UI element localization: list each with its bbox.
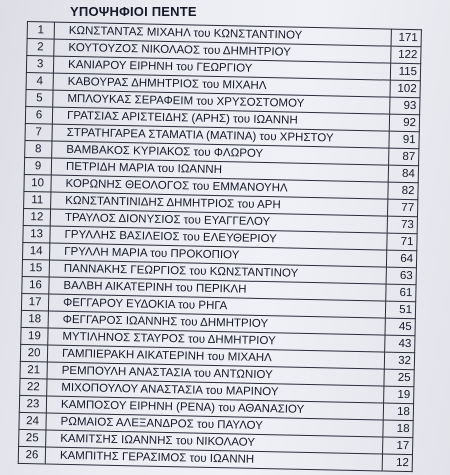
candidate-number: 17 xyxy=(21,293,48,311)
candidate-number: 24 xyxy=(19,412,46,430)
candidate-votes: 93 xyxy=(390,97,420,115)
candidate-votes: 84 xyxy=(388,165,418,183)
candidate-votes: 115 xyxy=(390,63,420,81)
candidate-name: ΓΑΜΠΙΕΡΑΚΗ ΑΙΚΑΤΕΡΙΝΗ του ΜΙΧΑΗΛ xyxy=(47,345,384,369)
candidate-number: 5 xyxy=(26,89,53,107)
candidate-name: ΓΡΑΤΣΙΑΣ ΑΡΙΣΤΕΙΔΗΣ (ΑΡΗΣ) του ΙΩΑΝΝΗ xyxy=(52,107,389,131)
candidate-name: ΚΩΝΣΤΑΝΤΑΣ ΜΙΧΑΗΛ του ΚΩΝΣΤΑΝΤΙΝΟΥ xyxy=(54,22,391,46)
candidate-votes: 17 xyxy=(383,437,413,455)
candidate-name: ΚΟΡΩΝΗΣ ΘΕΟΛΟΓΟΣ του ΕΜΜΑΝΟΥΗΛ xyxy=(51,175,388,199)
candidate-name: ΡΕΜΠΟΥΛΗ ΑΝΑΣΤΑΣΙΑ του ΑΝΤΩΝΙΟΥ xyxy=(47,362,384,386)
candidate-name: ΒΑΜΒΑΚΟΣ ΚΥΡΙΑΚΟΣ του ΦΛΩΡΟΥ xyxy=(52,141,389,165)
candidate-votes: 63 xyxy=(386,267,416,285)
candidate-number: 6 xyxy=(25,106,52,124)
candidate-name: ΜΙΧΟΠΟΥΛΟΥ ΑΝΑΣΤΑΣΙΑ του ΜΑΡΙΝΟΥ xyxy=(47,379,384,403)
candidate-number: 15 xyxy=(22,259,49,277)
candidate-votes: 51 xyxy=(385,301,415,319)
candidate-number: 25 xyxy=(19,429,46,447)
candidate-votes: 43 xyxy=(385,335,415,353)
candidate-name: ΚΑΝΙΑΡΟΥ ΕΙΡΗΝΗ του ΓΕΩΡΓΙΟΥ xyxy=(53,56,390,80)
candidate-name: ΡΩΜΑΙΟΣ ΑΛΕΞΑΝΔΡΟΣ του ΠΑΥΛΟΥ xyxy=(46,413,383,437)
candidate-name: ΜΥΤΙΛΗΝΟΣ ΣΤΑΥΡΟΣ του ΔΗΜΗΤΡΙΟΥ xyxy=(48,328,385,352)
candidate-number: 4 xyxy=(26,72,53,90)
candidate-name: ΣΤΡΑΤΗΓΑΡΕΑ ΣΤΑΜΑΤΙΑ (ΜΑΤΙΝΑ) του ΧΡΗΣΤΟΥ xyxy=(52,124,389,148)
candidates-table xyxy=(18,21,422,472)
candidate-number: 9 xyxy=(24,157,51,175)
candidate-name: ΚΑΜΠΟΣΟΥ ΕΙΡΗΝΗ (ΡΕΝΑ) του ΑΘΑΝΑΣΙΟΥ xyxy=(46,396,383,420)
candidate-number: 21 xyxy=(20,361,47,379)
candidate-name: ΠΕΤΡΙΔΗ ΜΑΡΙΑ του ΙΩΑΝΝΗ xyxy=(51,158,388,182)
candidate-name: ΜΠΛΟΥΚΑΣ ΣΕΡΑΦΕΙΜ του ΧΡΥΣΟΣΤΟΜΟΥ xyxy=(53,90,390,114)
candidate-votes: 18 xyxy=(383,420,413,438)
candidate-votes: 73 xyxy=(387,216,417,234)
candidate-votes: 102 xyxy=(390,80,420,98)
candidate-name: ΚΑΒΟΥΡΑΣ ΔΗΜΗΤΡΙΟΣ του ΜΙΧΑΗΛ xyxy=(53,73,390,97)
candidate-name: ΦΕΓΓΑΡΟΣ ΙΩΑΝΝΗΣ του ΔΗΜΗΤΡΙΟΥ xyxy=(48,311,385,335)
candidate-number: 2 xyxy=(27,39,54,57)
candidate-name: ΤΡΑΥΛΟΣ ΔΙΟΝΥΣΙΟΣ του ΕΥΑΓΓΕΛΟΥ xyxy=(50,209,387,233)
candidate-number: 19 xyxy=(21,327,48,345)
candidate-number: 20 xyxy=(20,344,47,362)
candidate-votes: 87 xyxy=(389,148,419,166)
candidate-number: 10 xyxy=(24,174,51,192)
candidate-votes: 92 xyxy=(389,114,419,132)
candidate-number: 12 xyxy=(23,208,50,226)
candidate-name: ΚΑΜΠΙΤΗΣ ΓΕΡΑΣΙΜΟΣ του ΙΩΑΝΝΗ xyxy=(45,447,382,471)
candidate-votes: 91 xyxy=(389,131,419,149)
candidate-name: ΒΑΛΒΗ ΑΙΚΑΤΕΡΙΝΗ του ΠΕΡΙΚΛΗ xyxy=(49,277,386,301)
candidate-number: 23 xyxy=(19,395,46,413)
candidate-votes: 25 xyxy=(384,369,414,387)
candidate-name: ΚΑΜΙΤΣΗΣ ΙΩΑΝΝΗΣ του ΝΙΚΟΛΑΟΥ xyxy=(46,430,383,454)
candidate-number: 11 xyxy=(24,191,51,209)
candidate-name: ΦΕΓΓΑΡΟΥ ΕΥΔΟΚΙΑ του ΡΗΓΑ xyxy=(48,294,385,318)
candidate-number: 22 xyxy=(20,378,47,396)
candidate-number: 14 xyxy=(23,242,50,260)
candidate-votes: 18 xyxy=(383,403,413,421)
candidate-votes: 71 xyxy=(387,233,417,251)
candidate-number: 1 xyxy=(27,22,54,40)
candidate-number: 7 xyxy=(25,123,52,141)
candidate-name: ΚΩΝΣΤΑΝΤΙΝΙΔΗΣ ΔΗΜΗΤΡΙΟΣ του ΑΡΗ xyxy=(51,192,388,216)
candidate-number: 3 xyxy=(26,56,53,74)
candidate-number: 8 xyxy=(25,140,52,158)
candidate-votes: 19 xyxy=(384,386,414,404)
candidate-name: ΓΡΥΛΛΗ ΜΑΡΙΑ του ΠΡΟΚΟΠΙΟΥ xyxy=(49,243,386,267)
candidate-votes: 32 xyxy=(384,352,414,370)
candidate-name: ΠΑΝΝΑΚΗΣ ΓΕΩΡΓΙΟΣ του ΚΩΝΣΤΑΝΤΙΝΟΥ xyxy=(49,260,386,284)
candidate-votes: 12 xyxy=(382,454,412,472)
candidate-votes: 77 xyxy=(387,199,417,217)
document-title: ΥΠΟΨΗΦΙΟΙ ΠΕΝΤΕ xyxy=(70,4,197,19)
candidate-number: 18 xyxy=(21,310,48,328)
candidate-votes: 82 xyxy=(388,182,418,200)
candidate-name: ΚΟΥΤΟΥΖΟΣ ΝΙΚΟΛΑΟΣ του ΔΗΜΗΤΡΙΟΥ xyxy=(54,39,391,63)
candidate-number: 26 xyxy=(18,446,45,464)
candidate-votes: 122 xyxy=(391,46,421,64)
candidate-votes: 61 xyxy=(386,284,416,302)
candidate-votes: 45 xyxy=(385,318,415,336)
candidate-name: ΓΡΥΛΛΗΣ ΒΑΣΙΛΕΙΟΣ του ΕΛΕΥΘΕΡΙΟΥ xyxy=(50,226,387,250)
candidate-votes: 64 xyxy=(386,250,416,268)
candidate-votes: 171 xyxy=(391,29,421,47)
candidate-number: 13 xyxy=(23,225,50,243)
candidate-number: 16 xyxy=(22,276,49,294)
